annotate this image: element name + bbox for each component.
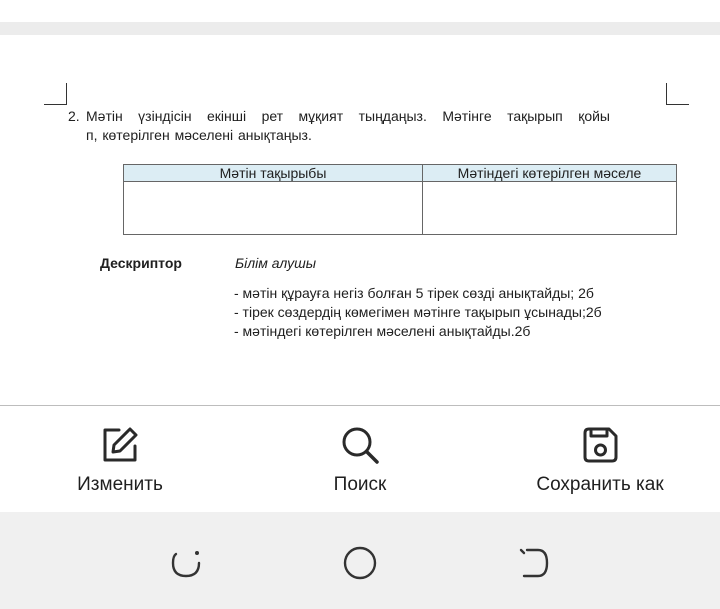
- descriptor-label: Дескриптор: [100, 255, 182, 271]
- search-button-label: Поиск: [333, 474, 387, 495]
- search-button[interactable]: [310, 406, 410, 512]
- question-text-line2: п, көтерілген мәселені анықтаңыз.: [86, 127, 312, 143]
- edit-button[interactable]: [70, 406, 170, 512]
- answer-table: [123, 164, 677, 235]
- edit-button-label: Изменить: [77, 474, 163, 495]
- recents-icon[interactable]: [166, 543, 206, 583]
- save-as-button-label: Сохранить как: [536, 474, 664, 495]
- question-number: 2.: [68, 108, 80, 124]
- document-page[interactable]: [0, 35, 720, 405]
- table-cell-issue: [423, 182, 677, 235]
- floppy-disk-icon: [579, 424, 621, 466]
- back-icon[interactable]: [514, 543, 554, 583]
- list-item: - тірек сөздердің көмегімен мәтінге тақырып ұсынады;2б: [234, 304, 602, 320]
- system-navigation-bar: [0, 512, 720, 609]
- question-text-line1: Мәтін үзіндісін екінші рет мұқият тыңдаңыз. Мәтінге тақырып қойы: [86, 108, 610, 124]
- table-header-topic: Мәтін тақырыбы: [124, 165, 423, 182]
- status-bar-area: [0, 0, 720, 22]
- descriptor-list: [234, 284, 602, 341]
- save-as-button[interactable]: [525, 406, 675, 512]
- edit-pencil-icon: [99, 424, 141, 466]
- list-item: - мәтін құрауға негіз болған 5 тірек сөзді анықтайды; 2б: [234, 285, 594, 301]
- table-header-issue: Мәтіндегі көтерілген мәселе: [423, 165, 677, 182]
- home-icon[interactable]: [340, 543, 380, 583]
- page-corner-mark-right: [666, 83, 689, 105]
- magnifier-icon: [339, 424, 381, 466]
- page-corner-mark-left: [44, 83, 67, 105]
- table-cell-topic: [124, 182, 423, 235]
- table-row: [124, 182, 677, 235]
- table-header-row: [124, 165, 677, 182]
- top-divider-band: [0, 22, 720, 35]
- list-item: - мәтіндегі көтерілген мәселені анықтайды.2б: [234, 323, 531, 339]
- descriptor-title: Білім алушы: [235, 255, 317, 271]
- bottom-toolbar: [0, 406, 720, 512]
